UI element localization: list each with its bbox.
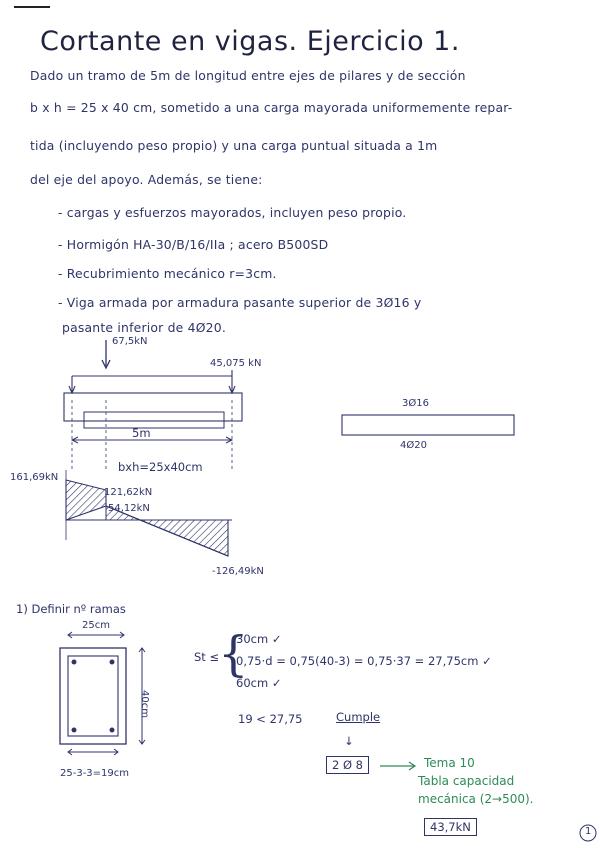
point-load-label: 67,5kN bbox=[112, 336, 148, 347]
page-number: 1 bbox=[585, 826, 592, 837]
bullet-2: - Hormigón HA-30/B/16/IIa ; acero B500SD bbox=[58, 237, 329, 252]
page-title: Cortante en vigas. Ejercicio 1. bbox=[40, 26, 460, 57]
note-mecanica: mecánica (2→500). bbox=[418, 792, 534, 806]
bullet-3: - Recubrimiento mecánico r=3cm. bbox=[58, 266, 277, 281]
shear-left-label: 161,69kN bbox=[10, 472, 59, 483]
section-height-label: 40cm bbox=[139, 690, 150, 718]
spacing-prefix: St ≤ bbox=[194, 650, 220, 664]
bullet-5: pasante inferior de 4Ø20. bbox=[62, 320, 226, 335]
intro-line-4: del eje del apoyo. Además, se tiene: bbox=[30, 172, 263, 187]
beam-outline bbox=[64, 393, 242, 470]
spacing-brace: { bbox=[218, 626, 249, 682]
point-load-arrow bbox=[102, 340, 110, 368]
step1-heading: 1) Definir nº ramas bbox=[16, 602, 126, 616]
distributed-load bbox=[69, 370, 235, 393]
bottom-reinforcement-label: 4Ø20 bbox=[400, 440, 427, 451]
bullet-4: - Viga armada por armadura pasante superior de 3Ø16 y bbox=[58, 295, 422, 310]
spacing-option-3: 60cm ✓ bbox=[236, 676, 282, 690]
note-tema: Tema 10 bbox=[424, 756, 475, 770]
cumple-arrow: ↓ bbox=[344, 734, 354, 748]
intro-line-3: tida (incluyendo peso propio) y una carga puntual situada a 1m bbox=[30, 138, 438, 153]
spacing-option-2: 0,75·d = 0,75(40-3) = 0,75·37 = 27,75cm ✓ bbox=[236, 654, 492, 668]
spacing-check: 19 < 27,75 bbox=[238, 712, 303, 726]
section-bar bbox=[342, 415, 514, 435]
bullet-1: - cargas y esfuerzos mayorados, incluyen peso propio. bbox=[58, 205, 407, 220]
cumple-label: Cumple bbox=[336, 710, 381, 724]
intro-line-1: Dado un tramo de 5m de longitud entre ejes de pilares y de sección bbox=[30, 68, 466, 83]
stirrup-result: 2 Ø 8 bbox=[326, 756, 369, 774]
spacing-option-1: 30cm ✓ bbox=[236, 632, 282, 646]
note-tabla: Tabla capacidad bbox=[418, 774, 515, 788]
top-reinforcement-label: 3Ø16 bbox=[402, 398, 429, 409]
section-width-label: 25cm bbox=[82, 620, 110, 631]
cross-section bbox=[60, 632, 145, 755]
section-size-label: bxh=25x40cm bbox=[118, 460, 203, 474]
shear-right-label: -126,49kN bbox=[212, 566, 264, 577]
shear-mid2-label: 54,12kN bbox=[108, 503, 150, 514]
section-bottom-calc: 25-3-3=19cm bbox=[60, 768, 130, 779]
capacity-result: 43,7kN bbox=[424, 818, 477, 836]
right-reaction-label: 45,075 kN bbox=[210, 358, 262, 369]
shear-mid1-label: 121,62kN bbox=[104, 487, 153, 498]
span-label: 5m bbox=[132, 426, 151, 440]
result-arrow bbox=[380, 762, 415, 770]
intro-line-2: b x h = 25 x 40 cm, sometido a una carga mayorada uniformemente repar- bbox=[30, 100, 513, 115]
